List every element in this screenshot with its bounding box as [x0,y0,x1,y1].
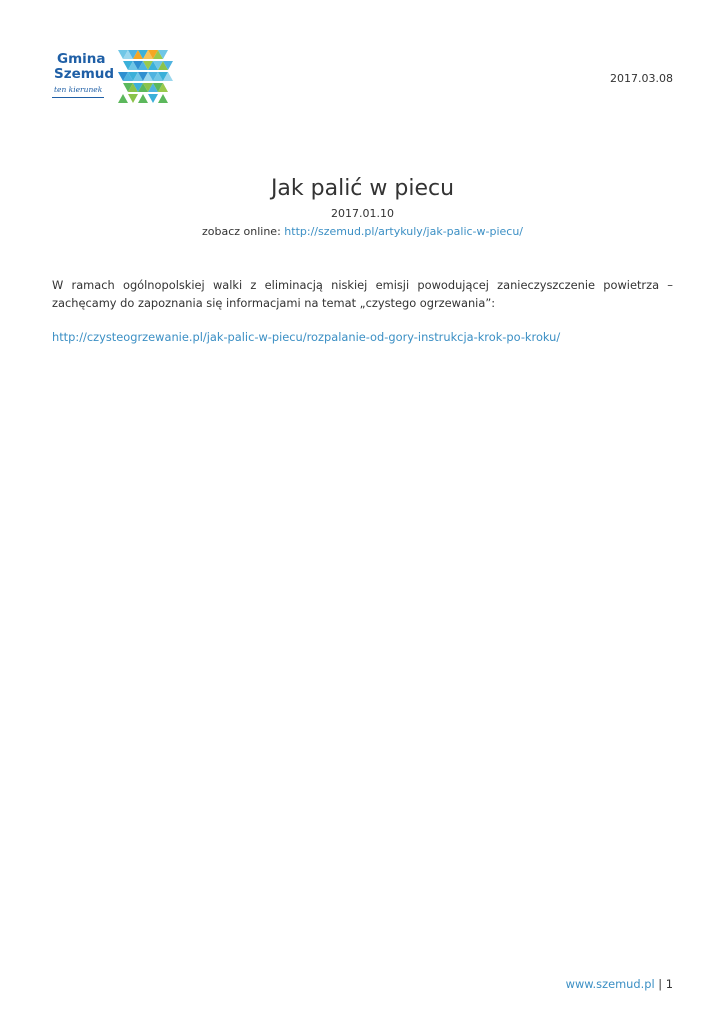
body-paragraph: W ramach ogólnopolskiej walki z eliminacją niskiej emisji powodującej zanieczyszczenie powietrza – zachęcamy do zapoznania się informacjami na temat „czystego ogrzewania”: [52,278,673,310]
external-link-paragraph [52,328,673,346]
logo-tagline: ten kierunek [54,85,103,94]
logo-underline [52,97,104,98]
logo-triangles-icon [118,50,178,104]
page-footer [566,977,673,991]
article-body [52,276,673,346]
publication-date: 2017.01.10 [331,207,394,220]
page-title: Jak palić w piecu [270,176,455,201]
logo-line-szemud: Szemud [54,66,115,82]
online-label: zobacz online: [201,225,285,238]
page-number: 1 [665,977,673,991]
online-link-line [0,224,725,240]
article-header [0,174,725,240]
logo-line-gmina: Gmina [57,51,106,67]
footer-site-link[interactable]: www.szemud.pl [565,977,655,991]
footer-separator: | [654,977,666,991]
online-article-link[interactable]: http://szemud.pl/artykuly/jak-palic-w-piecu/ [284,225,524,238]
gmina-szemud-logo [52,48,182,106]
print-date: 2017.03.08 [610,72,673,85]
czyste-ogrzewanie-link[interactable]: http://czysteogrzewanie.pl/jak-palic-w-piecu/rozpalanie-od-gory-instrukcja-krok-po-kroku/ [52,330,561,344]
